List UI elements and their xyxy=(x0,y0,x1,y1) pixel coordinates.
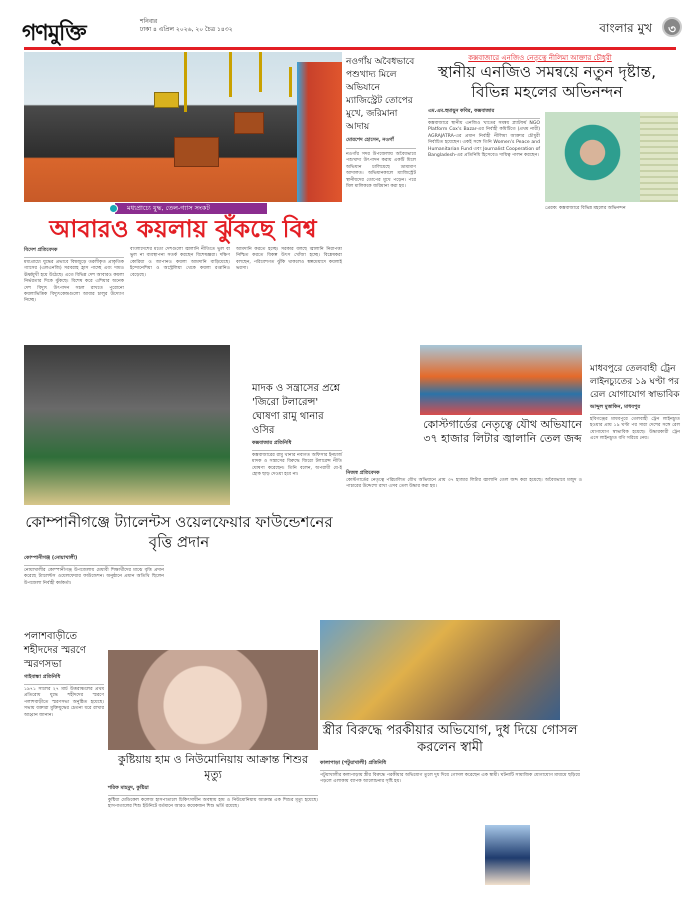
section-title: বাংলার মুখ xyxy=(599,21,652,35)
lead-body-col1: মধ্যপ্রাচ্যে যুদ্ধের প্রভাবে বিশ্বজুড়ে তরলীকৃত প্রাকৃতিক গ্যাসের (এলএনজি) সরবরাহ হ্রাস পাচ্ছে এবং দামও ঊর্ধ্বমুখী হয়ে উঠেছে। এতে বিভিন্ন দেশ আবারও কয়লা নির্ভরতার দিকে ঝুঁকছে। বিশেষ করে এশিয়ার অনেক দেশ বিদ্যুৎ উৎপাদন সচল রাখতে পুরোনো কয়লাভিত্তিক বিদ্যুৎকেন্দ্রগুলো আবার চালুর উদ্যোগ নিচ্ছে। xyxy=(24,260,124,304)
milk-bath-photo xyxy=(320,620,560,720)
byline-divider xyxy=(24,257,124,258)
madhabpur-story xyxy=(590,363,680,443)
lead-headline[interactable]: আবারও কয়লায় ঝুঁকছে বিশ্ব xyxy=(49,215,317,243)
palashbari-story xyxy=(24,630,104,719)
masthead xyxy=(22,18,682,46)
talents-headline[interactable]: কোম্পানীগঞ্জে ট্যালেন্টস ওয়েলফেয়ার ফাউন্ডেশনের বৃত্তি প্রদান xyxy=(25,513,333,551)
child-patient-photo xyxy=(108,650,318,750)
madhabpur-byline: আব্দুল মুত্তাকিন, মাধবপুর xyxy=(590,404,641,410)
byline-divider xyxy=(428,118,540,119)
naogaon-body: নওগাঁর সদর উপজেলায় অবৈধভাবে পশুখাদ্য উৎপাদন করায় একটি মিলে অভিযান চালিয়েছে ভ্রাম্যমাণ আদালত। অভিযানকালে ম্যাজিস্ট্রেট স্থানীয়দের তোপের মুখে পড়েন। পরে মিল মালিককে জরিমানা করা হয়। xyxy=(346,152,416,190)
lead-body-col3: আমদানি করতে হচ্ছে। সরকার বলছে জ্বালানি নিরাপত্তা নিশ্চিত করতে বিকল্প উৎস খোঁজা হচ্ছে। বিশ্লেষকরা বলছেন, পরিবেশগত ঝুঁকি থাকলেও স্বল্পমেয়াদে কয়লাই ভরসা। xyxy=(236,247,342,272)
officer-portrait-photo xyxy=(485,825,530,885)
ngo-text-col xyxy=(428,108,540,159)
byline-divider xyxy=(320,770,580,771)
byline-divider xyxy=(24,684,104,685)
date-line: ঢাকা ৪ এপ্রিল ২০২৬, ২০ চৈত্র ১৪৩২ xyxy=(140,26,233,33)
lead-kicker-text: মধ্যপ্রাচ্যে যুদ্ধ, তেল-গ্যাস সংকট xyxy=(127,204,210,212)
lead-col-3 xyxy=(236,247,342,273)
ngo-kicker: কক্সবাজারে এনজিও নেতৃত্বে নীলিমা আক্তার চৌধুরী xyxy=(468,54,612,62)
photo-background xyxy=(640,112,678,202)
byline-divider xyxy=(346,148,416,149)
wife-story-headline[interactable]: স্ত্রীর বিরুদ্ধে পরকীয়ার অভিযোগ, দুধ দিয়ে গোসল করলেন স্বামী xyxy=(322,723,578,755)
kushtia-text xyxy=(108,785,318,811)
grab-bucket xyxy=(174,137,219,167)
wife-story-body: পটুয়াখালীর কলাপাড়ায় স্ত্রীর বিরুদ্ধে পরকীয়ার অভিযোগ তুলে দুধ দিয়ে গোসল করেছেন এক স্বামী। ঘটনাটি সামাজিক যোগাযোগ মাধ্যমে ছড়িয়ে পড়লে এলাকায় ব্যাপক আলোচনার সৃষ্টি হয়। xyxy=(320,773,580,785)
wife-story-byline: কালাপাড়া (পটুয়াখালী) প্রতিনিধি xyxy=(320,760,387,766)
palashbari-headline[interactable]: পলাশবাড়ীতে শহীদদের স্মরণে স্মরণসভা xyxy=(24,631,86,670)
naogaon-story xyxy=(346,56,416,190)
talents-byline: কোম্পানীগঞ্জ (নোয়াখালী) xyxy=(24,555,78,561)
ngo-headline[interactable]: স্থানীয় এনজিও সমন্বয়ে নতুন দৃষ্টান্ত, বিভিন্ন মহলের অভিনন্দন xyxy=(437,63,657,101)
naogaon-headline[interactable]: নওগাঁয় অবৈধভাবে পশুখাদ্য মিলে অভিযানে ম্যাজিস্ট্রেট তোপের মুখে, জরিমানা আদায় xyxy=(346,57,415,132)
coal-port-photo xyxy=(24,52,342,202)
ramu-byline: কক্সবাজার প্রতিনিধি xyxy=(252,440,292,446)
crane-cable xyxy=(259,52,262,92)
page-number-badge: ৩ xyxy=(662,17,682,37)
lead-col-1 xyxy=(24,247,124,305)
coast-guard-body: কোস্টগার্ডের নেতৃত্বে পরিচালিত যৌথ অভিযানে প্রায় ৩৭ হাজার লিটার জ্বালানি তেল জব্দ করা হয়েছে। অবৈধভাবে মজুদ ও পাচারের উদ্দেশ্যে রাখা এসব তেল উদ্ধার করা হয়। xyxy=(346,478,582,490)
madhabpur-headline[interactable]: মাধবপুরে তেলবাহী ট্রেন লাইনচ্যুতের ১৯ ঘণ্টা পর রেল যোগাযোগ স্বাভাবিক xyxy=(590,364,680,400)
byline-divider xyxy=(108,795,318,796)
lead-byline: বিদেশ প্রতিবেদক xyxy=(24,247,58,253)
talents-body: নোয়াখালীর কোম্পানীগঞ্জ উপজেলায় মেধাবী শিক্ষার্থীদের মাঝে বৃত্তি প্রদান করেছে ট্যালেন্টস ওয়েলফেয়ার ফাউন্ডেশন। অনুষ্ঠানে প্রধান অতিথি ছিলেন উপজেলা নির্বাহী কর্মকর্তা। xyxy=(24,568,164,586)
crane-cable xyxy=(289,67,292,97)
ramu-headline[interactable]: মাদক ও সন্ত্রাসের প্রশ্নে 'জিরো টলারেন্স' ঘোষণা রামু থানার ওসির xyxy=(252,383,340,436)
day-label: শনিবার xyxy=(140,18,158,25)
coast-guard-text xyxy=(346,470,582,491)
ngo-body: কক্সবাজারে স্থানীয় এনজিও খাতের সমন্বয় প্ল্যাটফর্ম NGO Platform Cox's Bazar-এর নির্বাহী কমিটিতে (প্রথম নারী) AGRAJATRA-এর প্রধান নির্বাহী নীলিমা আক্তার চৌধুরী নির্বাচিত হয়েছেন। একই সঙ্গে তিনি Women's Peace and Humanitarian Fund এবং Journalist Cooperation of Bangladesh-এর প্রতিনিধি হিসেবেও দায়িত্ব পালন করছেন। xyxy=(428,121,540,159)
madhabpur-body: হবিগঞ্জের মাধবপুরে তেলবাহী ট্রেন লাইনচ্যুত হওয়ার প্রায় ১৯ ঘণ্টা পর সারা দেশের সঙ্গে রেল যোগাযোগ স্বাভাবিক হয়েছে। উদ্ধারকারী ট্রেন এসে লাইনচ্যুত বগি সরিয়ে নেয়। xyxy=(590,417,680,442)
kushtia-headline[interactable]: কুষ্টিয়ায় হাম ও নিউমোনিয়ায় আক্রান্ত শিশুর মৃত্যু xyxy=(117,753,309,781)
lead-col-2 xyxy=(130,247,230,279)
ship-hull xyxy=(297,62,342,202)
coast-guard-byline: নিজস্ব প্রতিবেদক xyxy=(346,470,380,476)
fuel-seizure-photo xyxy=(420,345,582,415)
ngo-caption: প্রেরক: কক্সবাজারে বিভিন্ন মহলের অভিনন্দন xyxy=(545,206,626,211)
bullet-dot-icon xyxy=(109,204,118,213)
byline-divider xyxy=(590,414,680,415)
byline-divider xyxy=(24,565,164,566)
kushtia-body: কুষ্টিয়া মেডিকেল কলেজ হাসপাতালে চিকিৎসাধীন অবস্থায় হাম ও নিউমোনিয়ায় আক্রান্ত এক শিশুর মৃত্যু হয়েছে। হাসপাতালের শিশু ইউনিটে বর্তমানে আরও কয়েকজন শিশু ভর্তি রয়েছে। xyxy=(108,798,318,810)
crane-cable xyxy=(229,52,232,97)
wife-story-text xyxy=(320,760,580,786)
talents-col-1 xyxy=(24,555,164,587)
ramu-story xyxy=(252,382,342,479)
ngo-byline: এম.এম.হুমায়ুন কবির, কক্সবাজার xyxy=(428,108,495,114)
nilima-akter-photo xyxy=(545,112,640,202)
byline-divider xyxy=(252,450,342,451)
header-divider xyxy=(24,47,676,50)
naogaon-byline: মোরশেদ হোসেন, নওগাঁ xyxy=(346,137,394,143)
lead-body-col2: বাংলাদেশের মতো দেশগুলো জ্বালানি নীতিতে ভুল বা ভুল না ব্যবস্থাপনা সতর্ক করছেন বিশেষজ্ঞরা। দক্ষিণ কোরিয়া ও জাপানও কয়লা আমদানি বাড়িয়েছে। ইন্দোনেশিয়া ও অস্ট্রেলিয়া থেকে কয়লা রপ্তানিও বেড়েছে। xyxy=(130,247,230,278)
bulldozer xyxy=(154,92,179,108)
newspaper-logo: গণমুক্তি xyxy=(22,21,86,46)
scholarship-event-photo xyxy=(24,345,230,505)
palashbari-byline: গাইবান্ধা প্রতিনিধি xyxy=(24,674,61,680)
coast-guard-headline[interactable]: কোস্টগার্ডের নেতৃত্বে যৌথ অভিযানে ৩৭ হাজার লিটার জ্বালানি তেল জব্দ xyxy=(423,418,582,445)
crane-cable xyxy=(184,52,187,112)
ramu-body: কক্সবাজারের রামু থানার নবাগত অফিসার ইনচার্জ মাদক ও সন্ত্রাসের বিরুদ্ধে জিরো টলারেন্স নীতি ঘোষণা করেছেন। তিনি বলেন, অপরাধী যে-ই হোক ছাড় দেওয়া হবে না। xyxy=(252,453,342,478)
palashbari-body: ১৯৭১ সালের ২৭ মার্চ উত্তরাঞ্চলের প্রথম প্রতিরোধ যুদ্ধে শহীদদের স্মরণে পলাশবাড়ীতে স্মরণসভা অনুষ্ঠিত হয়েছে। সভায় বক্তারা মুক্তিযুদ্ধের চেতনা ধরে রাখার আহ্বান জানান। xyxy=(24,687,104,718)
grab-bucket xyxy=(234,112,264,134)
kushtia-byline: শরিফ মাহমুদ, কুষ্টিয়া xyxy=(108,785,149,791)
date-block xyxy=(140,18,233,34)
lead-kicker xyxy=(115,203,267,214)
